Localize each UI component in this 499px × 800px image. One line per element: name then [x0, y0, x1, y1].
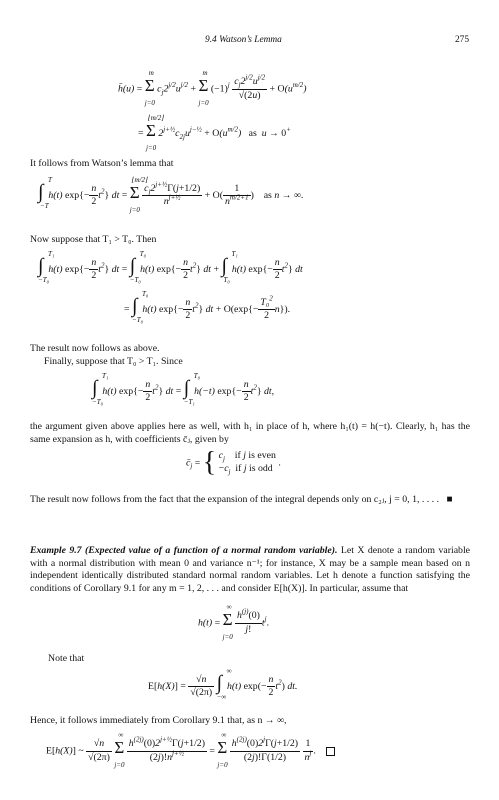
- example-title: Example 9.7 (Expected value of a function of a normal random variable).: [30, 545, 338, 556]
- end-of-example-box: [326, 747, 335, 756]
- running-header: [0, 34, 499, 48]
- qed-square: ■: [441, 494, 453, 505]
- equation-6: h(t) = ∞ Σ j=0 $\frac{h^{(j)}(0)}{j!}$ $t^j$.: [198, 603, 270, 642]
- paragraph-2: Now suppose that T₁ > T₀. Then: [30, 234, 157, 245]
- paragraph-3: The result now follows as above.: [30, 343, 160, 354]
- equation-2: T ∫ −T h(t) exp{− $\frac{n}{2}$ $t^2$} dt = ⌊m/2⌋ Σ j=0 $\frac{c_j2^{j+\frac{1}{2}}\Gamma(j+1/2)}{n^{j+\frac{1}{2}}}$ + O( $\frac{1}{n^{m/2+1}}$ ) as n → ∞.: [38, 176, 304, 214]
- example-body: Let X denote a random variable with a normal distribution with mean 0 and variance n⁻¹; for instance, X may be a sample mean based on n independent identically distributed standard normal random variables. Let h denote a function satisfying the conditions of Corollary 9.1 for any m = 1, 2, . . . and consider E[h(X)]. In particular, assume that: [30, 545, 471, 595]
- equation-5: $c̄_j$ = { $c_j$ if j is even $-c_j$ if j is odd .: [186, 447, 281, 478]
- paragraph-1: It follows from Watson’s lemma that: [30, 158, 174, 169]
- equation-8: E[h(X)] ~ $\frac{√n}{√(2\pi)}$ ∞ Σ j=0 $\frac{h^{(2j)}(0)2^{j+\frac{1}{2}}\Gamma(j+1/2)}{(2j)!n^{j+\frac{1}{2}}}$ = ∞ Σ j=0 $\frac{h^{(2j)}(0)2^j\Gamma(j+1/2)}{(2j)!\Gamma(1/2)}$ $\frac{1}{n^j}$ .: [46, 738, 335, 764]
- paragraph-5: the argument given above applies here as well, with h₁ in place of h, where h₁(t) = h(−t). Clearly, h₁ has the same expansion as h, with coefficients c̄ⱼ, given by: [30, 421, 470, 445]
- equation-4: T₁ ∫ −T₀ h(t) exp{− $\frac{n}{2}$ $t^2$} dt = T₀ ∫ −T₁ h(−t) exp{− $\frac{n}{2}$ $t^2$} dt,: [92, 372, 275, 406]
- equation-1-line-2: = ⌊m/2⌋ Σ j=0 $2^{j+\frac{1}{2}}c_{2j}u^{j-\frac{1}{2}} + O(u^{m/2})$ as u → 0+: [138, 114, 291, 152]
- example-paragraph: [30, 545, 470, 596]
- paragraph-4: Finally, suppose that T₀ > T₁. Since: [44, 356, 183, 367]
- paragraph-6-text: The result now follows from the fact that the expansion of the integral depends only on c₂ⱼ, j = 0, 1, . . . .: [30, 494, 440, 505]
- section-title: 9.4 Watson’s Lemma: [205, 35, 282, 45]
- paragraph-7: Note that: [48, 653, 85, 664]
- page-number: 275: [454, 35, 469, 45]
- equation-3-line-1: T₁ ∫ −T₀ h(t) exp{− $\frac{n}{2}$ $t^2$} dt = T₀ ∫ −T₀ h(t) exp{− $\frac{n}{2}$ $t^2$} dt + T₁ ∫ T₀ h(t) exp{− $\frac{n}{2}$ $t^2$} dt: [38, 250, 303, 284]
- equation-7: E[h(X)] = $\frac{√n}{√(2\pi)}$ ∞ ∫ −∞ h(t) exp(− $\frac{n}{2}$ $t^2$) dt.: [148, 667, 298, 701]
- paragraph-8: Hence, it follows immediately from Corollary 9.1 that, as n → ∞,: [30, 715, 287, 726]
- equation-1-line-1: h̄(u) = m Σ j=0 $c_j2^{j/2}u^{j/2}$ + m Σ j=0 $(-1)^j$ $\frac{c_j2^{j/2}u^{j/2}}{√(2u)}$ + $O(u^{m/2})$: [118, 69, 307, 108]
- equation-3-line-2: = T₀ ∫ −T₀ h(t) exp{− $\frac{n}{2}$ $t^2$} dt + O(exp{− $\frac{T_0^2}{2}$ n}).: [124, 290, 291, 324]
- paragraph-6: [30, 493, 470, 507]
